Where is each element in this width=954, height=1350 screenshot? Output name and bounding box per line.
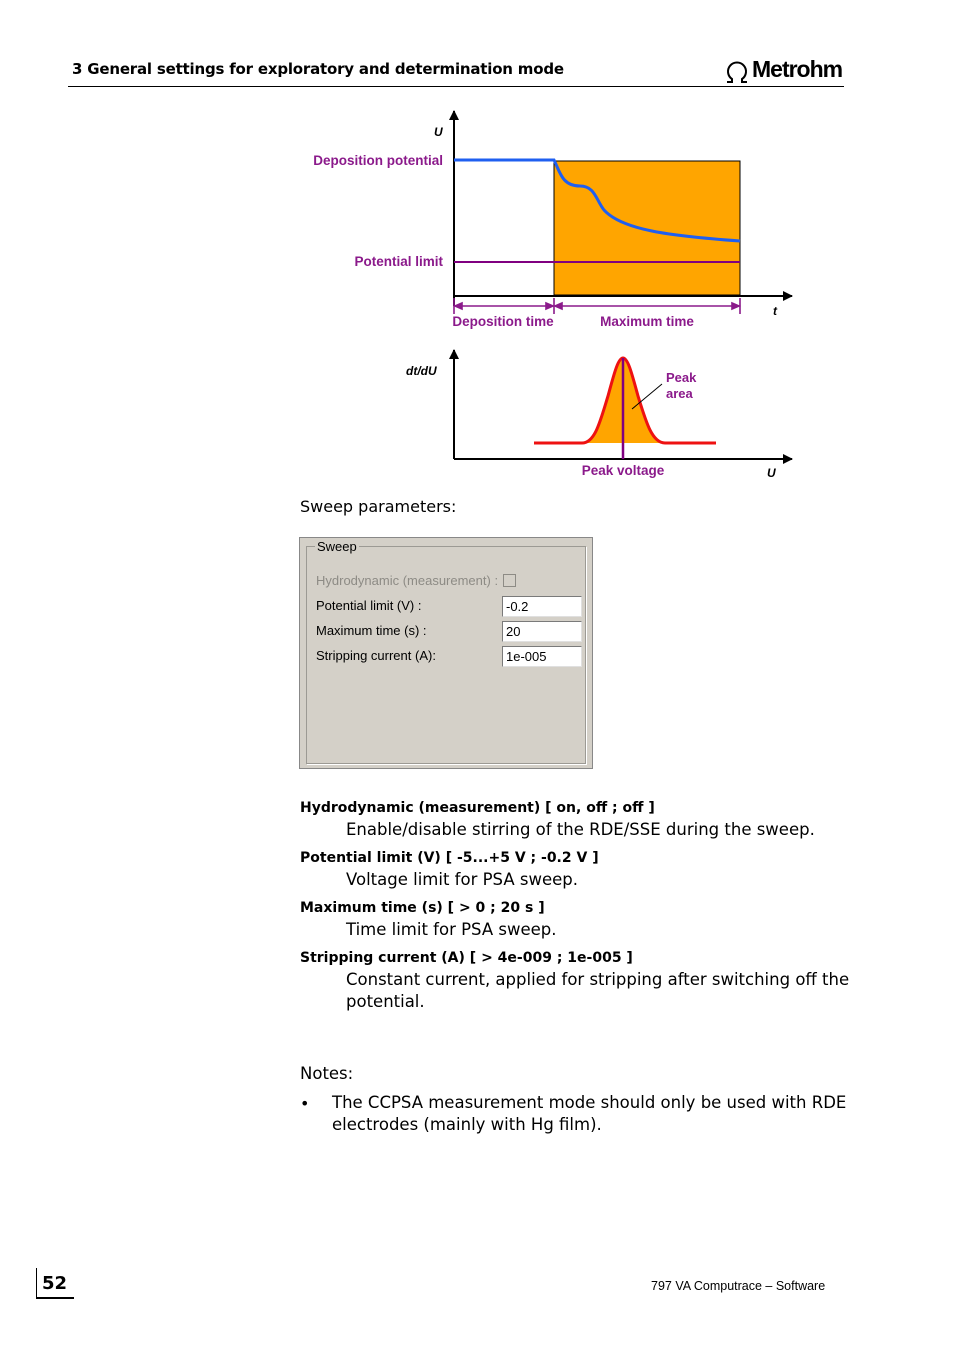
param-hydrodynamic-title: Hydrodynamic (measurement) [ on, off ; off ] (300, 800, 655, 816)
param-potential-limit-title: Potential limit (V) [ -5...+5 V ; -0.2 V ] (300, 850, 599, 866)
chapter-title: 3 General settings for exploratory and determination mode (72, 60, 564, 78)
hydrodynamic-checkbox[interactable] (503, 574, 516, 587)
page-number-frame (36, 1268, 37, 1299)
param-maximum-time-desc: Time limit for PSA sweep. (346, 920, 557, 939)
time-brackets (454, 298, 740, 314)
top-y-axis-label: U (434, 125, 443, 139)
stripping-current-label: Stripping current (A): (316, 648, 436, 663)
bottom-y-axis-label: dt/dU (406, 364, 437, 378)
deposition-time-label: Deposition time (452, 314, 554, 329)
note-bullet-line2: electrodes (mainly with Hg film). (332, 1115, 602, 1134)
bottom-x-axis-label: U (767, 466, 776, 480)
sweep-groupbox (306, 539, 586, 764)
notes-heading: Notes: (300, 1064, 354, 1083)
logo-text: Metrohm (752, 56, 843, 82)
param-stripping-current-desc-line2: potential. (346, 992, 425, 1011)
header-rule (68, 86, 844, 87)
potential-limit-label: Potential limit (354, 254, 443, 269)
top-x-axis-label: t (773, 304, 777, 318)
sweep-group-title: Sweep (317, 539, 357, 554)
maximum-time-region (554, 161, 740, 295)
hydrodynamic-label: Hydrodynamic (measurement) : (316, 573, 499, 588)
param-hydrodynamic-desc: Enable/disable stirring of the RDE/SSE during the sweep. (346, 820, 815, 839)
peak-voltage-label: Peak voltage (581, 463, 665, 478)
footer-product: 797 VA Computrace – Software (651, 1279, 826, 1293)
stripping-current-input[interactable]: 1e-005 (502, 646, 582, 667)
deposition-potential-label: Deposition potential (313, 153, 443, 168)
page-number: 52 (42, 1273, 68, 1294)
param-stripping-current-title: Stripping current (A) [ > 4e-009 ; 1e-005 ] (300, 950, 633, 966)
maximum-time-label: Maximum time (s) : (316, 623, 427, 638)
sweep-intro: Sweep parameters: (300, 497, 457, 516)
peak-area-label-line1: Peak (666, 370, 697, 385)
param-potential-limit-desc: Voltage limit for PSA sweep. (346, 870, 578, 889)
bullet-icon: • (300, 1094, 310, 1113)
bottom-diagram (406, 350, 792, 480)
top-diagram (313, 111, 792, 329)
peak-area-label-line2: area (666, 386, 693, 401)
param-maximum-time-title: Maximum time (s) [ > 0 ; 20 s ] (300, 900, 545, 916)
maximum-time-label: Maximum time (600, 314, 694, 329)
note-bullet-line1: The CCPSA measurement mode should only be used with RDE (332, 1093, 847, 1112)
page-number-rule (36, 1297, 74, 1299)
sweep-dialog (299, 537, 593, 769)
param-stripping-current-desc-line1: Constant current, applied for stripping after switching off the (346, 970, 850, 989)
potential-limit-label: Potential limit (V) : (316, 598, 422, 613)
psa-diagram (290, 100, 810, 490)
potential-limit-input[interactable]: -0.2 (502, 596, 582, 617)
maximum-time-input[interactable]: 20 (502, 621, 582, 642)
